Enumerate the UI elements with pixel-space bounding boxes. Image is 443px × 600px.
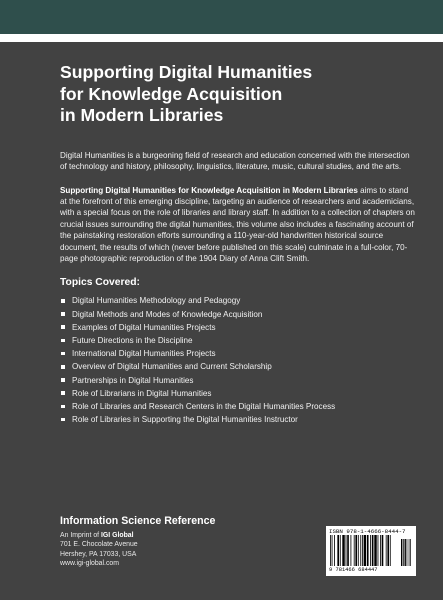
title-line-2: for Knowledge Acquisition — [60, 83, 283, 104]
square-bullet-icon — [61, 299, 65, 303]
square-bullet-icon — [61, 352, 65, 356]
square-bullet-icon — [61, 339, 65, 343]
topic-item — [60, 347, 416, 360]
topic-text: Digital Methods and Modes of Knowledge Acquisition — [72, 309, 263, 319]
title-line-1: Supporting Digital Humanities — [60, 62, 313, 82]
isbn-text — [329, 528, 413, 535]
square-bullet-icon — [61, 418, 65, 422]
square-bullet-icon — [61, 405, 65, 409]
square-bullet-icon — [61, 312, 65, 316]
imprint-of-line — [60, 531, 280, 540]
topic-text: International Digital Humanities Projects — [72, 349, 216, 359]
square-bullet-icon — [61, 325, 65, 329]
topic-text: Partnerships in Digital Humanities — [72, 375, 194, 385]
publisher-website: www.igi-global.com — [60, 559, 119, 567]
address-line-1: 701 E. Chocolate Avenue — [60, 541, 138, 549]
isbn-number: ISBN 978-1-4666-8444-7 — [329, 528, 406, 535]
book-title — [60, 62, 416, 127]
topic-item — [60, 294, 416, 307]
square-bullet-icon — [61, 391, 65, 395]
topic-text: Examples of Digital Humanities Projects — [72, 322, 216, 332]
topics-list — [60, 294, 416, 426]
topic-item — [60, 308, 416, 321]
topic-text: Role of Librarians in Digital Humanities — [72, 388, 212, 398]
imprint-name: Information Science Reference — [60, 515, 216, 527]
topic-item — [60, 374, 416, 387]
description-text: aims to stand at the forefront of this emerging discipline, targeting an audience of researchers and academicians, with a special focus on the role of libraries and library staff. In addition to a collection of chapters on crucial issues surrounding the digital humanities, this volume also includes a fascinating account of the painstaking restoration efforts surrounding a 110-year-old handwritten historical source document, the results of which (never before published on this scale) culminate in a full-color, 70-page photographic reproduction of the 1904 Diary of Anna Clift Smith. — [60, 185, 415, 264]
topic-text: Role of Libraries and Research Centers in the Digital Humanities Process — [72, 402, 336, 412]
topic-text: Overview of Digital Humanities and Current Scholarship — [72, 362, 272, 372]
barcode-bars-icon — [329, 535, 413, 566]
square-bullet-icon — [61, 365, 65, 369]
isbn-barcode — [326, 526, 416, 576]
publisher-imprint — [60, 514, 280, 568]
topics-heading: Topics Covered: — [60, 277, 140, 289]
barcode-number: 9 781466 684447 — [329, 567, 378, 573]
topic-item — [60, 400, 416, 413]
top-white-stripe — [0, 34, 443, 42]
imprint-prefix: An Imprint of — [60, 532, 101, 539]
topic-item — [60, 334, 416, 347]
topic-item — [60, 387, 416, 400]
topic-text: Future Directions in the Discipline — [72, 336, 193, 346]
topic-item — [60, 360, 416, 373]
topic-item — [60, 321, 416, 334]
barcode-number-line — [329, 567, 413, 574]
address-line-2: Hershey, PA 17033, USA — [60, 550, 137, 558]
back-cover-content — [60, 62, 416, 426]
topic-text: Digital Humanities Methodology and Pedagogy — [72, 296, 241, 306]
title-line-3: in Modern Libraries — [60, 105, 224, 126]
description-paragraph — [60, 185, 416, 265]
topic-item — [60, 413, 416, 426]
topic-text: Role of Libraries in Supporting the Digital Humanities Instructor — [72, 415, 298, 425]
description-book-title: Supporting Digital Humanities for Knowledge Acquisition in Modern Libraries — [60, 185, 358, 195]
intro-paragraph: Digital Humanities is a burgeoning field of research and education concerned with the intersection of technology and history, philosophy, linguistics, literature, music, cultural studies, and the arts. — [60, 150, 410, 172]
publisher-brand: IGI Global — [100, 532, 134, 539]
square-bullet-icon — [61, 378, 65, 382]
top-color-band — [0, 0, 443, 34]
